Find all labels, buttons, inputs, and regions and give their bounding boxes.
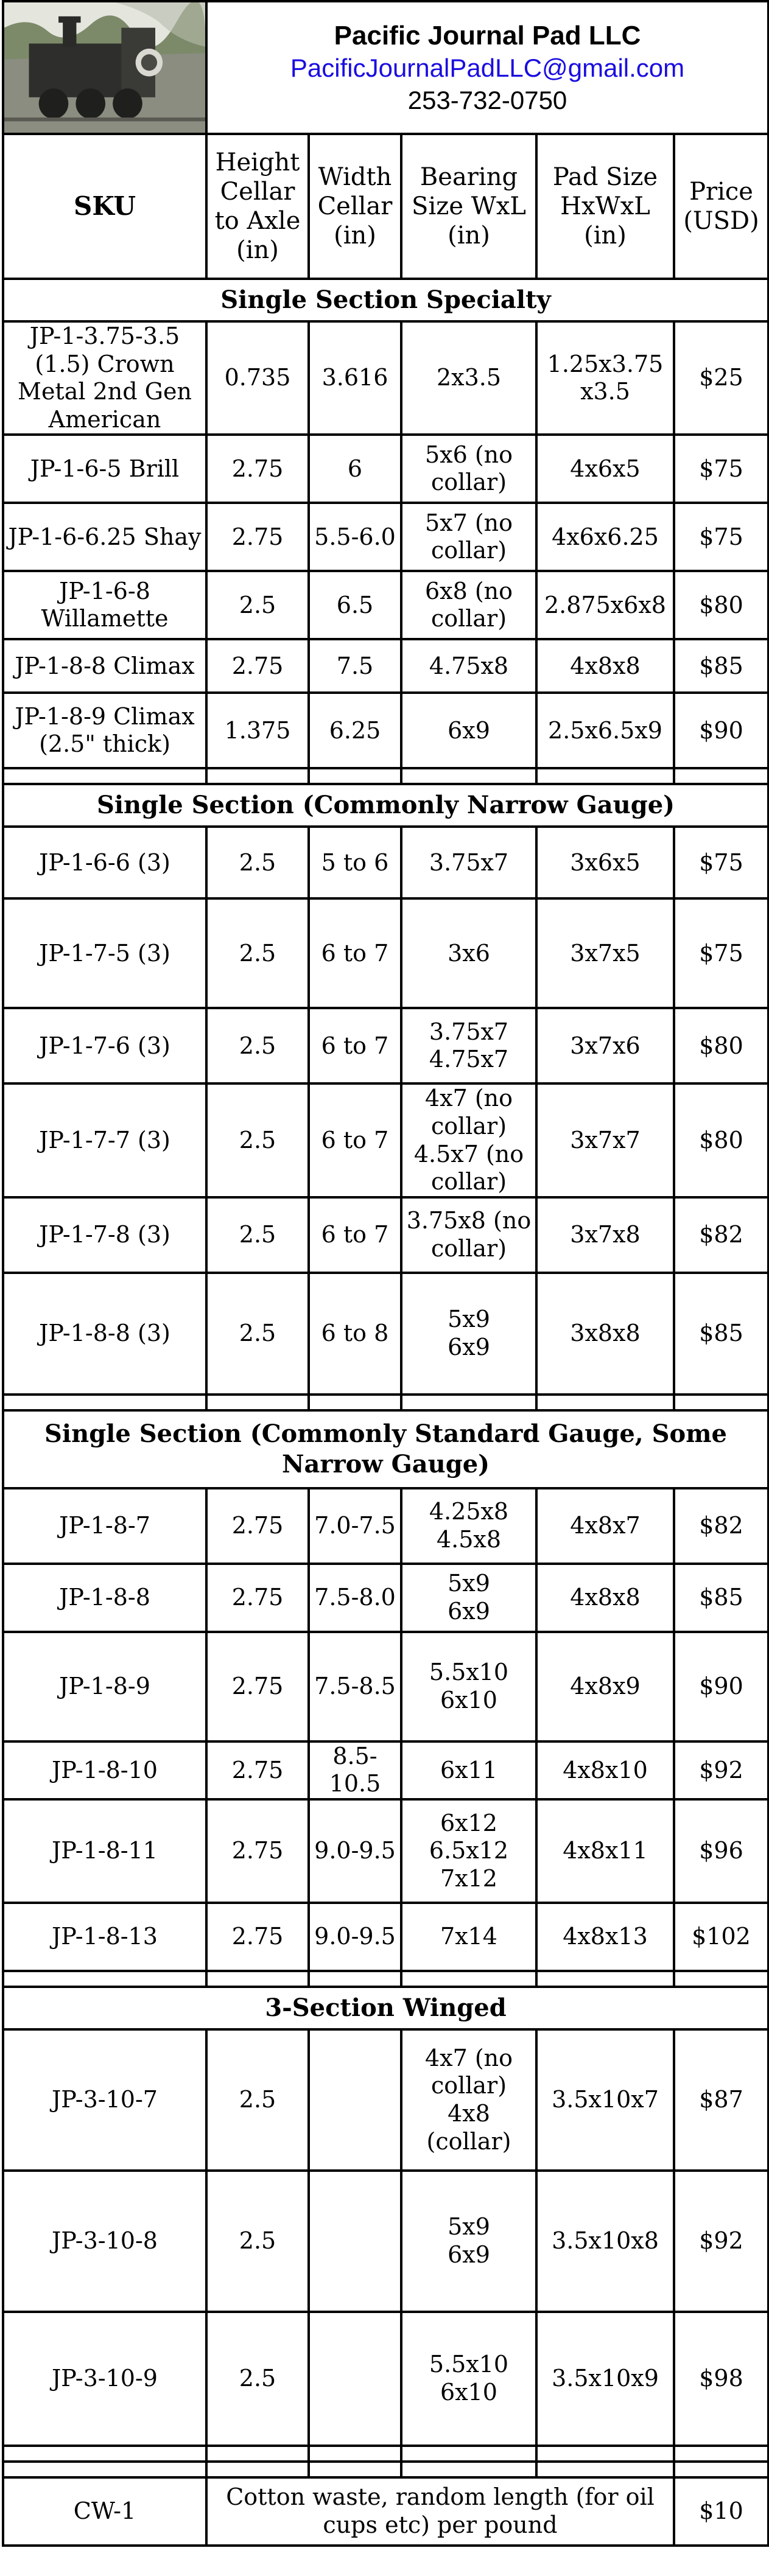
- bearing-cell: [401, 1273, 536, 1395]
- height-cell: 2.5: [206, 571, 309, 639]
- spacer-cell: [206, 1971, 309, 1987]
- section-title-row: [3, 1987, 768, 2029]
- pad-cell: 3x7x8: [536, 1197, 674, 1273]
- header-width: Width Cellar (in): [309, 134, 401, 279]
- spacer-cell: [309, 1971, 401, 1987]
- section-title: Single Section (Commonly Narrow Gauge): [3, 784, 768, 827]
- bearing-size: 6x9: [448, 1333, 490, 1360]
- width-cell: [309, 2312, 401, 2446]
- table-row: [3, 898, 768, 1008]
- height-cell: 2.5: [206, 1008, 309, 1083]
- table-row: [3, 571, 768, 639]
- bearing-size: 4.25x8: [429, 1498, 509, 1525]
- header-price: Price (USD): [674, 134, 768, 279]
- pad-cell: 3.5x10x9: [536, 2312, 674, 2446]
- bearing-size: 5.5x10: [429, 2351, 509, 2378]
- spacer-cell: [206, 2462, 309, 2477]
- bearing-size: 4.75x8: [429, 652, 509, 679]
- pad-cell: 4x8x10: [536, 1741, 674, 1799]
- bearing-size: 6x10: [440, 1686, 497, 1713]
- cotton-waste-row: [3, 2477, 768, 2546]
- height-cell: 2.5: [206, 1083, 309, 1197]
- spacer-row: [3, 2462, 768, 2477]
- bearing-size: 5x9: [448, 1570, 490, 1597]
- bearing-cell: [401, 503, 536, 571]
- table-row: [3, 1488, 768, 1564]
- spacer-cell: [3, 2446, 206, 2462]
- bearing-cell: [401, 1632, 536, 1741]
- width-cell: 9.0-9.5: [309, 1903, 401, 1971]
- bearing-cell: [401, 2171, 536, 2312]
- height-cell: 2.75: [206, 1903, 309, 1971]
- bearing-size: 6.5x12: [429, 1837, 509, 1864]
- bearing-size: 5.5x10: [429, 1659, 509, 1686]
- pad-cell: 3x7x7: [536, 1083, 674, 1197]
- sku-cell: JP-1-6-6 (3): [3, 827, 206, 898]
- bearing-cell: [401, 1564, 536, 1632]
- bearing-cell: [401, 2029, 536, 2171]
- bearing-cell: [401, 435, 536, 503]
- sku-cell: JP-1-8-10: [3, 1741, 206, 1799]
- price-cell: $90: [674, 693, 768, 768]
- bearing-size: 6x10: [440, 2378, 497, 2406]
- spacer-cell: [309, 2446, 401, 2462]
- price-cell: $90: [674, 1632, 768, 1741]
- bearing-size: 3.75x7: [429, 849, 509, 876]
- bearing-size: 3x6: [448, 939, 490, 967]
- sku-cell: JP-1-3.75-3.5 (1.5) Crown Metal 2nd Gen American: [3, 321, 206, 435]
- bearing-size: 6x8 (no collar): [424, 577, 513, 632]
- width-cell: 6 to 7: [309, 1083, 401, 1197]
- price-cell: $80: [674, 571, 768, 639]
- company-name: Pacific Journal Pad LLC: [334, 21, 641, 51]
- bearing-cell: [401, 1083, 536, 1197]
- pad-cell: 3x8x8: [536, 1273, 674, 1395]
- pad-cell: 4x6x5: [536, 435, 674, 503]
- table-row: [3, 1197, 768, 1273]
- section-title: Single Section Specialty: [3, 279, 768, 321]
- sku-cell: JP-1-7-6 (3): [3, 1008, 206, 1083]
- section-title: 3-Section Winged: [3, 1987, 768, 2029]
- bearing-size: 6x9: [448, 1597, 490, 1625]
- spacer-cell: [674, 768, 768, 784]
- spacer-row: [3, 2446, 768, 2462]
- table-row: [3, 1273, 768, 1395]
- table-row: [3, 2171, 768, 2312]
- pad-cell: 3.5x10x8: [536, 2171, 674, 2312]
- bearing-cell: [401, 1197, 536, 1273]
- spacer-cell: [401, 1395, 536, 1410]
- width-cell: [309, 2171, 401, 2312]
- spacer-cell: [674, 1395, 768, 1410]
- locomotive-photo: [4, 2, 205, 133]
- table-row: [3, 1799, 768, 1903]
- sku-cell: JP-1-8-11: [3, 1799, 206, 1903]
- spacer-cell: [206, 2446, 309, 2462]
- table-row: [3, 503, 768, 571]
- header-bearing: Bearing Size WxL (in): [401, 134, 536, 279]
- price-cell: $85: [674, 639, 768, 693]
- bearing-cell: [401, 693, 536, 768]
- spacer-cell: [309, 768, 401, 784]
- price-cell: $87: [674, 2029, 768, 2171]
- logo: [3, 1, 206, 134]
- height-cell: 2.75: [206, 1799, 309, 1903]
- sku-cell: JP-1-8-8 Climax: [3, 639, 206, 693]
- price-cell: $92: [674, 1741, 768, 1799]
- height-cell: 2.75: [206, 1632, 309, 1741]
- table-row: [3, 2312, 768, 2446]
- price-cell: $25: [674, 321, 768, 435]
- table-row: [3, 827, 768, 898]
- table-row: [3, 1903, 768, 1971]
- table-row: [3, 321, 768, 435]
- cotton-waste-sku: CW-1: [3, 2477, 206, 2546]
- sku-cell: JP-1-6-8 Willamette: [3, 571, 206, 639]
- section-title-row: [3, 784, 768, 827]
- pad-cell: 4x6x6.25: [536, 503, 674, 571]
- sku-cell: JP-1-8-7: [3, 1488, 206, 1564]
- bearing-cell: [401, 1008, 536, 1083]
- cotton-waste-description: Cotton waste, random length (for oil cups etc) per pound: [206, 2477, 674, 2546]
- spacer-cell: [3, 2462, 206, 2477]
- price-cell: $85: [674, 1273, 768, 1395]
- width-cell: 5.5-6.0: [309, 503, 401, 571]
- width-cell: 7.5: [309, 639, 401, 693]
- header-pad: Pad Size HxWxL (in): [536, 134, 674, 279]
- height-cell: 2.75: [206, 435, 309, 503]
- spacer-row: [3, 1971, 768, 1987]
- sku-cell: JP-1-7-7 (3): [3, 1083, 206, 1197]
- price-sheet: [2, 0, 767, 2547]
- sku-cell: JP-1-8-9 Climax (2.5" thick): [3, 693, 206, 768]
- sku-cell: JP-1-8-8: [3, 1564, 206, 1632]
- sku-cell: JP-1-6-5 Brill: [3, 435, 206, 503]
- bearing-size: 5x9: [448, 2213, 490, 2241]
- spacer-cell: [401, 768, 536, 784]
- bearing-cell: [401, 321, 536, 435]
- bearing-size: 4.5x7 (no collar): [413, 1140, 524, 1195]
- bearing-cell: [401, 639, 536, 693]
- sku-cell: JP-1-8-9: [3, 1632, 206, 1741]
- price-cell: $75: [674, 435, 768, 503]
- section-title: Single Section (Commonly Standard Gauge, Some Narrow Gauge): [3, 1410, 768, 1488]
- header-height: Height Cellar to Axle (in): [206, 134, 309, 279]
- height-cell: 2.75: [206, 1741, 309, 1799]
- spacer-cell: [536, 1395, 674, 1410]
- spacer-cell: [536, 1971, 674, 1987]
- pad-cell: 4x8x7: [536, 1488, 674, 1564]
- bearing-size: 3.75x8 (no collar): [406, 1207, 532, 1262]
- price-cell: $75: [674, 898, 768, 1008]
- pad-cell: 3x6x5: [536, 827, 674, 898]
- width-cell: 6.5: [309, 571, 401, 639]
- bearing-cell: [401, 2312, 536, 2446]
- sku-cell: JP-1-8-13: [3, 1903, 206, 1971]
- bearing-size: 5x6 (no collar): [424, 441, 513, 496]
- column-headers: [3, 134, 768, 279]
- sku-cell: JP-3-10-9: [3, 2312, 206, 2446]
- height-cell: 2.75: [206, 1488, 309, 1564]
- spacer-cell: [3, 1395, 206, 1410]
- price-cell: $82: [674, 1488, 768, 1564]
- price-cell: $98: [674, 2312, 768, 2446]
- width-cell: 8.5-10.5: [309, 1741, 401, 1799]
- pad-cell: 3x7x5: [536, 898, 674, 1008]
- price-cell: $75: [674, 827, 768, 898]
- sku-cell: JP-1-7-8 (3): [3, 1197, 206, 1273]
- pad-cell: 2.875x6x8: [536, 571, 674, 639]
- pad-cell: 4x8x11: [536, 1799, 674, 1903]
- spacer-cell: [401, 1971, 536, 1987]
- table-row: [3, 1564, 768, 1632]
- spacer-cell: [401, 2446, 536, 2462]
- table-row: [3, 1083, 768, 1197]
- height-cell: 2.5: [206, 2171, 309, 2312]
- bearing-size: 6x11: [440, 1756, 497, 1783]
- bearing-cell: [401, 827, 536, 898]
- company-email[interactable]: PacificJournalPadLLC@gmail.com: [290, 54, 685, 82]
- height-cell: 0.735: [206, 321, 309, 435]
- height-cell: 2.75: [206, 503, 309, 571]
- width-cell: 6 to 7: [309, 1197, 401, 1273]
- table-row: [3, 435, 768, 503]
- bearing-size: 6x9: [448, 716, 490, 744]
- spacer-row: [3, 768, 768, 784]
- bearing-size: 4x8 (collar): [426, 2099, 511, 2155]
- cotton-waste-price: $10: [674, 2477, 768, 2546]
- pad-cell: 4x8x9: [536, 1632, 674, 1741]
- pad-cell: 3.5x10x7: [536, 2029, 674, 2171]
- price-cell: $80: [674, 1083, 768, 1197]
- sku-cell: JP-1-8-8 (3): [3, 1273, 206, 1395]
- bearing-size: 6x12: [440, 1809, 497, 1836]
- pad-cell: 2.5x6.5x9: [536, 693, 674, 768]
- height-cell: 2.5: [206, 1197, 309, 1273]
- price-cell: $102: [674, 1903, 768, 1971]
- sku-cell: JP-1-6-6.25 Shay: [3, 503, 206, 571]
- table-row: [3, 1632, 768, 1741]
- width-cell: 6 to 8: [309, 1273, 401, 1395]
- width-cell: 3.616: [309, 321, 401, 435]
- height-cell: 2.75: [206, 1564, 309, 1632]
- width-cell: [309, 2029, 401, 2171]
- bearing-size: 7x12: [440, 1864, 497, 1892]
- width-cell: 7.5-8.0: [309, 1564, 401, 1632]
- bearing-cell: [401, 1903, 536, 1971]
- product-table: [2, 0, 769, 2547]
- height-cell: 2.5: [206, 2029, 309, 2171]
- table-row: [3, 693, 768, 768]
- bearing-cell: [401, 1799, 536, 1903]
- bearing-cell: [401, 571, 536, 639]
- section-title-row: [3, 1410, 768, 1488]
- bearing-size: 6x9: [448, 2241, 490, 2268]
- pad-cell: 4x8x8: [536, 1564, 674, 1632]
- bearing-size: 4.5x8: [436, 1525, 502, 1553]
- spacer-cell: [674, 2446, 768, 2462]
- section-title-row: [3, 279, 768, 321]
- price-cell: $75: [674, 503, 768, 571]
- header-sku: SKU: [3, 134, 206, 279]
- spacer-cell: [536, 768, 674, 784]
- sku-cell: JP-3-10-7: [3, 2029, 206, 2171]
- spacer-cell: [536, 2462, 674, 2477]
- spacer-cell: [206, 768, 309, 784]
- sku-cell: JP-3-10-8: [3, 2171, 206, 2312]
- spacer-row: [3, 1395, 768, 1410]
- width-cell: 9.0-9.5: [309, 1799, 401, 1903]
- bearing-size: 4x7 (no collar): [424, 2044, 513, 2099]
- table-row: [3, 1008, 768, 1083]
- height-cell: 2.5: [206, 2312, 309, 2446]
- height-cell: 2.5: [206, 827, 309, 898]
- width-cell: 6: [309, 435, 401, 503]
- width-cell: 7.5-8.5: [309, 1632, 401, 1741]
- height-cell: 2.5: [206, 898, 309, 1008]
- price-cell: $92: [674, 2171, 768, 2312]
- bearing-size: 4x7 (no collar): [424, 1085, 513, 1139]
- width-cell: 7.0-7.5: [309, 1488, 401, 1564]
- pad-cell: 1.25x3.75 x3.5: [536, 321, 674, 435]
- table-row: [3, 1741, 768, 1799]
- price-cell: $82: [674, 1197, 768, 1273]
- pad-cell: 3x7x6: [536, 1008, 674, 1083]
- bearing-size: 5x9: [448, 1306, 490, 1333]
- bearing-size: 4.75x7: [429, 1046, 509, 1073]
- spacer-cell: [206, 1395, 309, 1410]
- spacer-cell: [674, 1971, 768, 1987]
- pad-cell: 4x8x13: [536, 1903, 674, 1971]
- company-phone: 253-732-0750: [407, 85, 567, 114]
- table-row: [3, 639, 768, 693]
- spacer-cell: [674, 2462, 768, 2477]
- bearing-size: 3.75x7: [429, 1018, 509, 1045]
- company-info: [206, 1, 768, 134]
- price-cell: $85: [674, 1564, 768, 1632]
- width-cell: 6 to 7: [309, 1008, 401, 1083]
- price-cell: $80: [674, 1008, 768, 1083]
- spacer-cell: [309, 2462, 401, 2477]
- width-cell: 6.25: [309, 693, 401, 768]
- bearing-size: 5x7 (no collar): [424, 509, 513, 564]
- bearing-size: 2x3.5: [436, 364, 502, 391]
- spacer-cell: [3, 1971, 206, 1987]
- height-cell: 1.375: [206, 693, 309, 768]
- height-cell: 2.5: [206, 1273, 309, 1395]
- bearing-cell: [401, 1741, 536, 1799]
- pad-cell: 4x8x8: [536, 639, 674, 693]
- spacer-cell: [3, 768, 206, 784]
- bearing-cell: [401, 898, 536, 1008]
- sku-cell: JP-1-7-5 (3): [3, 898, 206, 1008]
- height-cell: 2.75: [206, 639, 309, 693]
- bearing-size: 7x14: [440, 1923, 497, 1950]
- company-header: [3, 1, 768, 134]
- spacer-cell: [309, 1395, 401, 1410]
- width-cell: 5 to 6: [309, 827, 401, 898]
- price-cell: $96: [674, 1799, 768, 1903]
- spacer-cell: [536, 2446, 674, 2462]
- bearing-cell: [401, 1488, 536, 1564]
- spacer-cell: [401, 2462, 536, 2477]
- width-cell: 6 to 7: [309, 898, 401, 1008]
- table-row: [3, 2029, 768, 2171]
